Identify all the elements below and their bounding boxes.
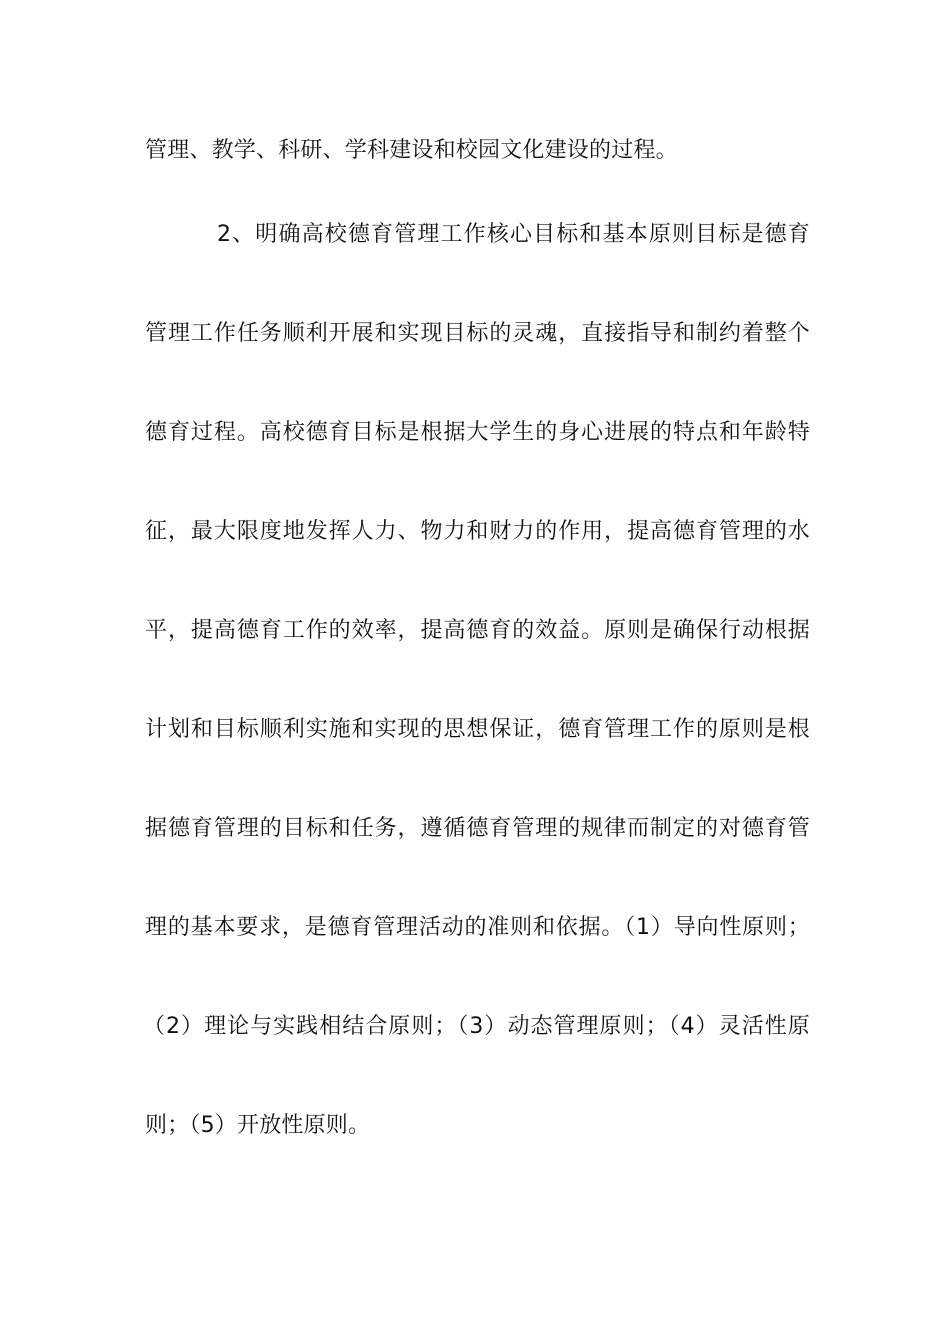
- text-line-3: 管理工作任务顺利开展和实现目标的灵魂，直接指导和制约着整个: [145, 321, 810, 346]
- text-line-9: 理的基本要求，是德育管理活动的准则和依据。（1）导向性原则；: [145, 915, 810, 940]
- text-line-7: 计划和目标顺利实施和实现的思想保证，德育管理工作的原则是根: [145, 717, 810, 742]
- text-line-1: 管理、教学、科研、学科建设和校园文化建设的过程。: [145, 138, 678, 163]
- text-line-11: 则；（5）开放性原则。: [145, 1113, 371, 1138]
- text-line-5: 征，最大限度地发挥人力、物力和财力的作用，提高德育管理的水: [145, 519, 810, 544]
- text-line-4: 德育过程。高校德育目标是根据大学生的身心进展的特点和年龄特: [145, 420, 810, 445]
- text-line-10: （2）理论与实践相结合原则；（3）动态管理原则；（4）灵活性原: [143, 1014, 810, 1039]
- text-line-2: 2、明确高校德育管理工作核心目标和基本原则目标是德育: [217, 222, 810, 247]
- text-line-6: 平，提高德育工作的效率，提高德育的效益。原则是确保行动根据: [145, 618, 810, 643]
- text-line-8: 据德育管理的目标和任务，遵循德育管理的规律而制定的对德育管: [145, 816, 810, 841]
